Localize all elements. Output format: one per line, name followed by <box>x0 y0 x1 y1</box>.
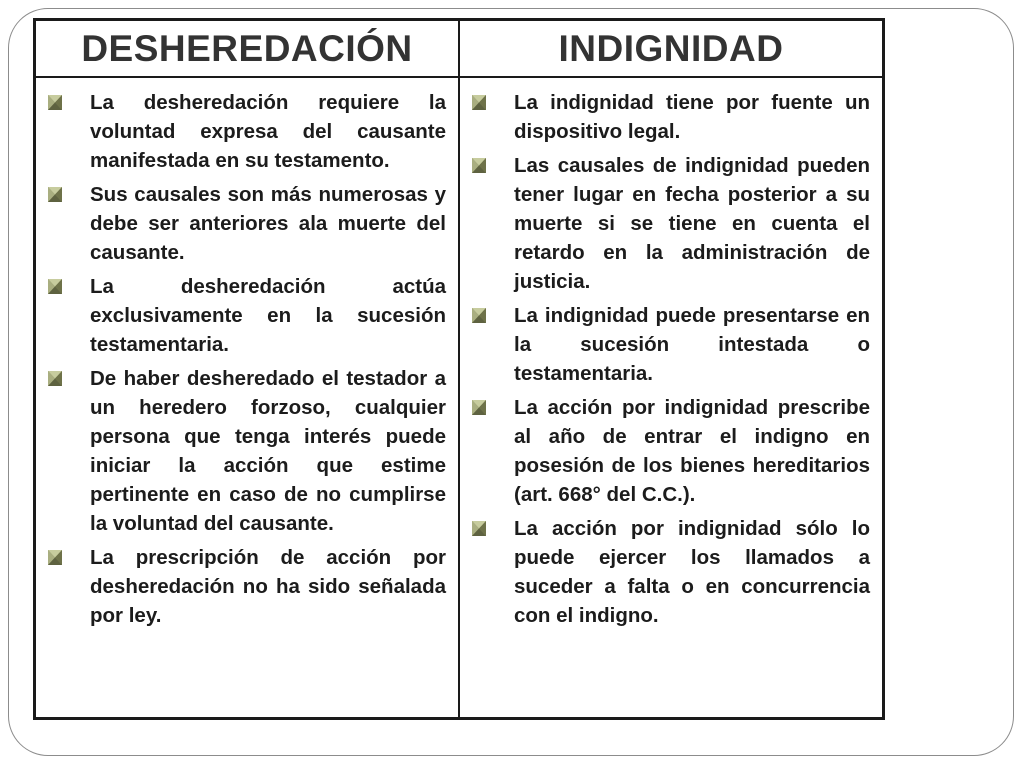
column-body-indignidad <box>460 78 882 717</box>
comparison-table <box>33 18 885 720</box>
column-body-desheredacion <box>36 78 460 717</box>
bullet-list-indignidad <box>472 88 870 630</box>
square-bullet-icon <box>48 371 62 386</box>
list-item <box>472 514 870 630</box>
list-item <box>48 543 446 630</box>
square-bullet-icon <box>48 279 62 294</box>
list-item-text: De haber desheredado el testador a un heredero forzoso, cualquier persona que tenga interés puede iniciar la acción que estime pertinente en caso de no cumplirse la voluntad del causante. <box>90 367 446 535</box>
list-item <box>472 88 870 146</box>
list-item-text: La indignidad tiene por fuente un dispositivo legal. <box>514 91 870 143</box>
column-header-desheredacion: DESHEREDACIÓN <box>36 21 460 78</box>
list-item-text: La prescripción de acción por desheredación no ha sido señalada por ley. <box>90 546 446 627</box>
list-item <box>48 180 446 267</box>
square-bullet-icon <box>472 400 486 415</box>
list-item-text: La indignidad puede presentarse en la sucesión intestada o testamentaria. <box>514 304 870 385</box>
square-bullet-icon <box>472 308 486 323</box>
square-bullet-icon <box>48 95 62 110</box>
square-bullet-icon <box>472 95 486 110</box>
list-item-text: La acción por indignidad sólo lo puede ejercer los llamados a suceder a falta o en concurrencia con el indigno. <box>514 517 870 627</box>
square-bullet-icon <box>48 550 62 565</box>
list-item-text: La desheredación requiere la voluntad expresa del causante manifestada en su testamento. <box>90 91 446 172</box>
list-item <box>472 301 870 388</box>
list-item <box>48 88 446 175</box>
list-item <box>48 272 446 359</box>
bullet-list-desheredacion <box>48 88 446 630</box>
list-item <box>472 151 870 296</box>
square-bullet-icon <box>472 158 486 173</box>
list-item-text: La desheredación actúa exclusivamente en la sucesión testamentaria. <box>90 275 446 356</box>
list-item <box>472 393 870 509</box>
list-item-text: La acción por indignidad prescribe al año de entrar el indigno en posesión de los bienes hereditarios (art. 668° del C.C.). <box>514 396 870 506</box>
list-item <box>48 364 446 538</box>
square-bullet-icon <box>472 521 486 536</box>
column-header-indignidad: INDIGNIDAD <box>460 21 882 78</box>
list-item-text: Las causales de indignidad pueden tener lugar en fecha posterior a su muerte si se tiene en cuenta el retardo en la administración de justicia. <box>514 154 870 293</box>
square-bullet-icon <box>48 187 62 202</box>
list-item-text: Sus causales son más numerosas y debe ser anteriores ala muerte del causante. <box>90 183 446 264</box>
